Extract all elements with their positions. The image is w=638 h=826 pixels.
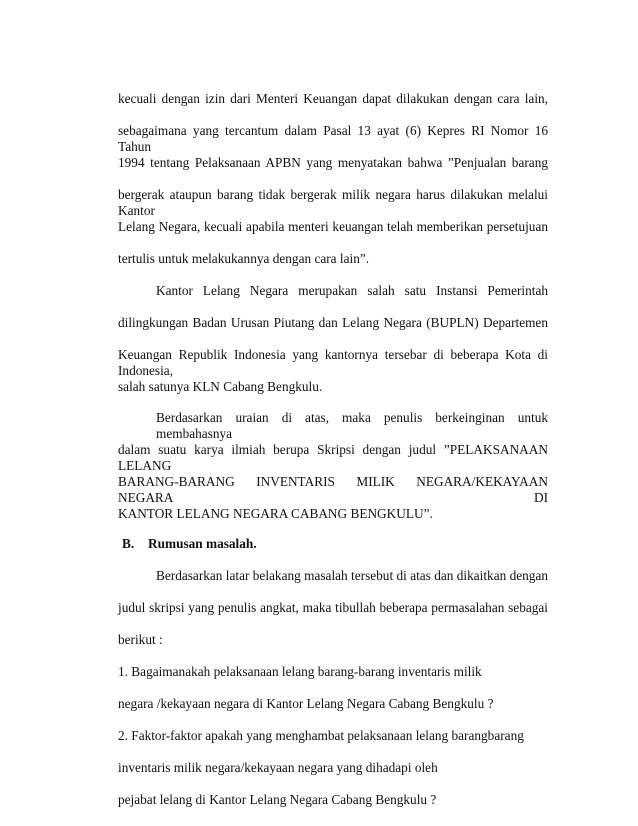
paragraph-line: berikut :	[118, 632, 163, 647]
question-line: inventaris milik negara/kekayaan negara yang dihadapi oleh	[118, 760, 438, 775]
paragraph-line: BARANG-BARANG INVENTARIS MILIK NEGARA/KEKAYAAN NEGARA DI	[118, 474, 548, 505]
section-title: Rumusan masalah.	[148, 536, 257, 551]
paragraph-line: Kantor Lelang Negara merupakan salah satu Instansi Pemerintah	[156, 283, 548, 298]
paragraph-line: Berdasarkan uraian di atas, maka penulis berkeinginan untuk membahasnya	[156, 410, 548, 441]
question-line: 2. Faktor-faktor apakah yang menghambat pelaksanaan lelang barangbarang	[118, 728, 524, 743]
paragraph-line: Berdasarkan latar belakang masalah tersebut di atas dan dikaitkan dengan	[156, 568, 548, 583]
paragraph-line: Keuangan Republik Indonesia yang kantornya tersebar di beberapa Kota di Indonesia,	[118, 347, 548, 378]
question-line: negara /kekayaan negara di Kantor Lelang Negara Cabang Bengkulu ?	[118, 696, 494, 711]
paragraph-line: sebagaimana yang tercantum dalam Pasal 13 ayat (6) Kepres RI Nomor 16 Tahun	[118, 123, 548, 154]
paragraph-line: dalam suatu karya ilmiah berupa Skripsi dengan judul ”PELAKSANAAN LELANG	[118, 442, 548, 473]
paragraph-line: bergerak ataupun barang tidak bergerak milik negara harus dilakukan melalui Kantor	[118, 187, 548, 218]
paragraph-line: Lelang Negara, kecuali apabila menteri keuangan telah memberikan persetujuan	[118, 219, 548, 234]
paragraph-line: dilingkungan Badan Urusan Piutang dan Lelang Negara (BUPLN) Departemen	[118, 315, 548, 330]
question-line: pejabat lelang di Kantor Lelang Negara Cabang Bengkulu ?	[118, 792, 437, 807]
paragraph-line: kecuali dengan izin dari Menteri Keuangan dapat dilakukan dengan cara lain,	[118, 91, 548, 106]
section-letter: B.	[122, 536, 135, 551]
paragraph-line: 1994 tentang Pelaksanaan APBN yang menyatakan bahwa ”Penjualan barang	[118, 155, 548, 170]
paragraph-line: KANTOR LELANG NEGARA CABANG BENGKULU”.	[118, 506, 433, 521]
paragraph-line: salah satunya KLN Cabang Bengkulu.	[118, 379, 323, 394]
question-line: 1. Bagaimanakah pelaksanaan lelang barang-barang inventaris milik	[118, 664, 482, 679]
paragraph-line: judul skripsi yang penulis angkat, maka tibullah beberapa permasalahan sebagai	[118, 600, 548, 615]
section-heading	[122, 536, 257, 552]
paragraph-line: tertulis untuk melakukannya dengan cara lain”.	[118, 251, 370, 266]
